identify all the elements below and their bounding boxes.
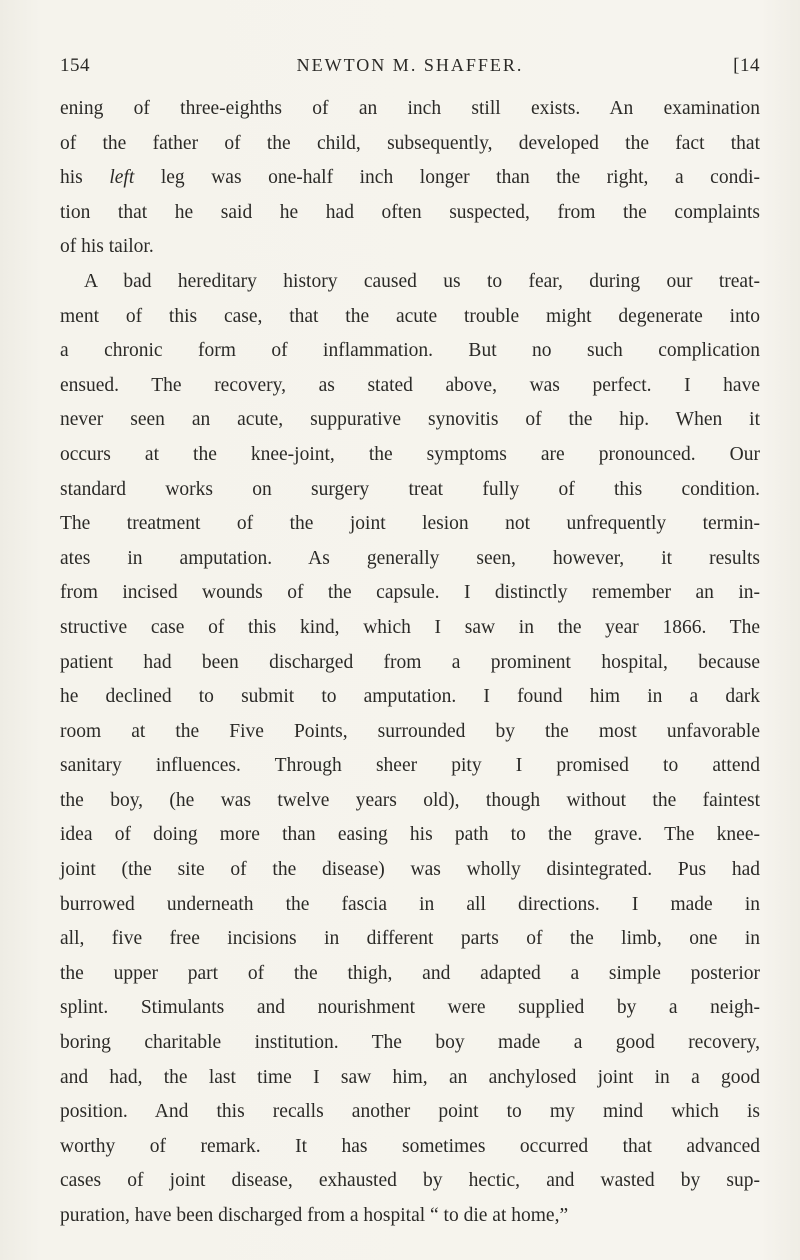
text-line: a chronic form of inflammation. But no such complication [60, 340, 760, 362]
text-line: ates in amputation. As generally seen, however, it results [60, 547, 760, 569]
text-line: ening of three-eighths of an inch still exists. An examination [60, 98, 760, 119]
text-line: position. And this recalls another point to my mind which is [60, 1101, 760, 1123]
text-fragment: his [60, 167, 110, 189]
text-line: from incised wounds of the capsule. I distinctly remember an in- [60, 582, 760, 604]
text-line: occurs at the knee-joint, the symptoms are pronounced. Our [60, 443, 760, 465]
text-line: he declined to submit to amputation. I found him in a dark [60, 686, 760, 708]
text-line: patient had been discharged from a prominent hospital, because [60, 651, 760, 673]
running-title: NEWTON M. SHAFFER. [296, 55, 524, 75]
text-line: of the father of the child, subsequently, developed the fact that [60, 132, 760, 154]
text-line: idea of doing more than easing his path to the grave. The knee- [60, 824, 760, 846]
text-line: never seen an acute, suppurative synovitis of the hip. When it [60, 409, 760, 431]
text-line: joint (the site of the disease) was wholly disintegrated. Pus had [60, 859, 760, 881]
text-line: the upper part of the thigh, and adapted a simple posterior [60, 962, 760, 984]
paragraph [60, 265, 760, 1234]
text-line: worthy of remark. It has sometimes occurred that advanced [60, 1135, 760, 1157]
text-line: sanitary influences. Through sheer pity I promised to attend [60, 755, 760, 777]
text-line: tion that he said he had often suspected, from the complaints [60, 201, 760, 223]
text-line: cases of joint disease, exhausted by hectic, and wasted by sup- [60, 1170, 760, 1192]
text-line: and had, the last time I saw him, an anchylosed joint in a good [60, 1066, 760, 1088]
text-line: room at the Five Points, surrounded by the most unfavorable [60, 720, 760, 742]
text-line: ment of this case, that the acute trouble might degenerate into [60, 305, 760, 327]
text-line: of his tailor. [60, 236, 154, 258]
page-number: 154 [60, 55, 90, 76]
text-line: A bad hereditary history caused us to fear, during our treat- [84, 270, 760, 292]
text-line: ensued. The recovery, as stated above, was perfect. I have [60, 374, 760, 396]
text-line: structive case of this kind, which I saw in the year 1866. The [60, 616, 760, 638]
text-line: burrowed underneath the fascia in all directions. I made in [60, 893, 760, 915]
text-line: The treatment of the joint lesion not unfrequently termin- [60, 513, 760, 535]
text-line: standard works on surgery treat fully of this condition. [60, 478, 760, 500]
text-line [60, 161, 760, 196]
text-line: puration, have been discharged from a hospital “ to die at home,” [60, 1205, 569, 1226]
paragraph [60, 92, 760, 265]
italic-word: left [109, 167, 135, 189]
text-line: splint. Stimulants and nourishment were supplied by a neigh- [60, 997, 760, 1019]
text-line: the boy, (he was twelve years old), though without the faintest [60, 789, 760, 811]
text-line: boring charitable institution. The boy made a good recovery, [60, 1032, 760, 1054]
text-line: all, five free incisions in different parts of the limb, one in [60, 928, 760, 950]
body-text [60, 92, 760, 1234]
section-reference: [14 [733, 55, 760, 76]
text-fragment: leg was one-half inch longer than the right, a condi- [134, 167, 760, 189]
page-header [60, 55, 760, 85]
